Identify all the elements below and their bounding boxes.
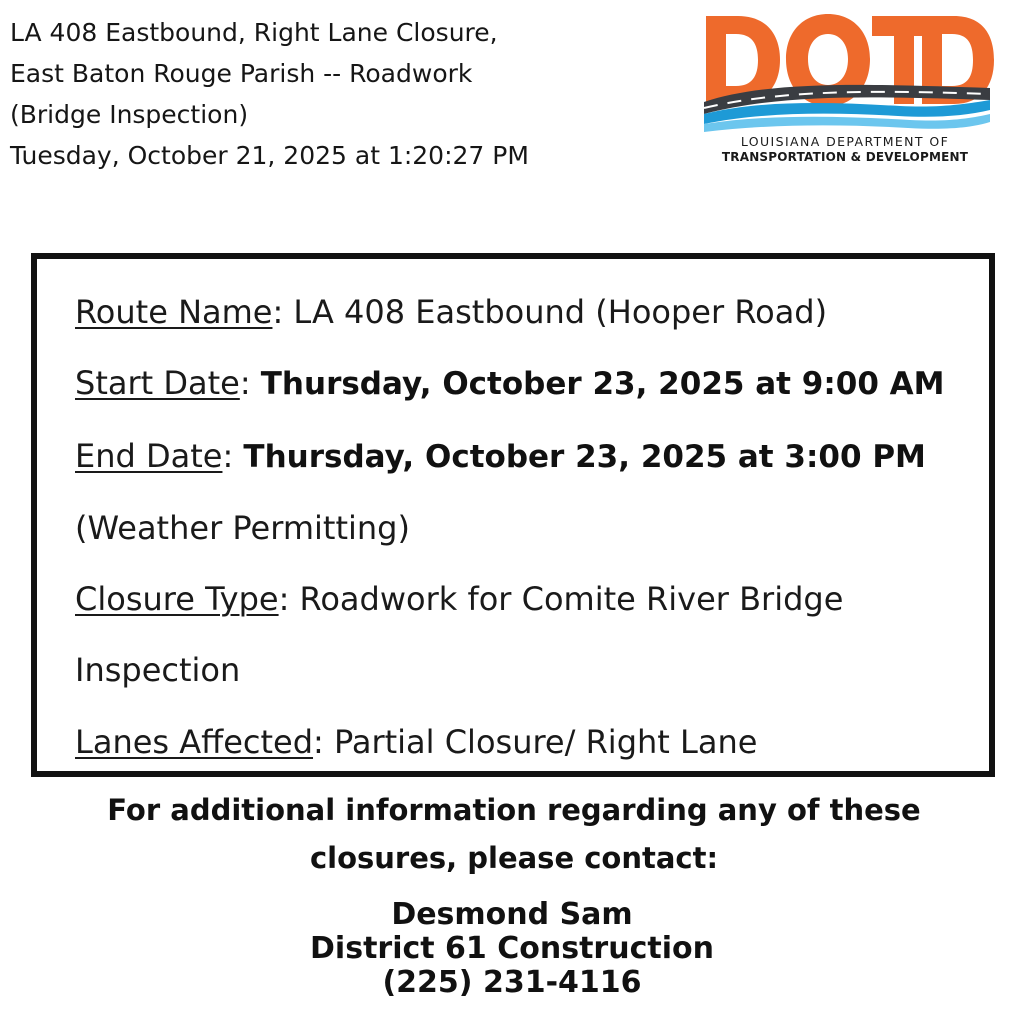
closure-type-label: Closure Type bbox=[75, 580, 279, 619]
route-name-label: Route Name bbox=[75, 293, 273, 331]
lanes-affected-label: Lanes Affected bbox=[75, 722, 314, 761]
lanes-affected-sep: : bbox=[313, 722, 334, 761]
contact-intro-line1: For additional information regarding any of these bbox=[107, 793, 921, 827]
header-line-reason: (Bridge Inspection) bbox=[10, 100, 249, 129]
end-date-label: End Date bbox=[75, 436, 223, 475]
header-line-timestamp: Tuesday, October 21, 2025 at 1:20:27 PM bbox=[10, 141, 529, 170]
start-date-sep: : bbox=[239, 364, 261, 403]
dotd-logo bbox=[700, 10, 996, 178]
logo-caption-line2: TRANSPORTATION & DEVELOPMENT bbox=[721, 150, 969, 164]
contact-name: Desmond Sam bbox=[391, 897, 633, 932]
lanes-affected-value: Partial Closure/ Right Lane bbox=[333, 722, 758, 761]
closure-details-box bbox=[31, 253, 995, 777]
dotd-logo-mark bbox=[700, 10, 996, 134]
lanes-affected-row bbox=[75, 707, 975, 778]
closure-type-value: Roadwork for Comite River Bridge bbox=[299, 580, 844, 619]
start-date-label: Start Date bbox=[75, 364, 240, 403]
logo-caption-line1: LOUISIANA DEPARTMENT OF bbox=[740, 134, 950, 149]
contact-unit: District 61 Construction bbox=[310, 931, 714, 966]
dotd-logo-caption bbox=[704, 134, 986, 164]
contact-intro bbox=[0, 786, 1024, 882]
route-name-row bbox=[75, 277, 975, 348]
header-line-parish: East Baton Rouge Parish -- Roadwork bbox=[10, 59, 473, 88]
end-date-row bbox=[75, 421, 975, 493]
notice-header bbox=[10, 12, 650, 176]
header-line-title: LA 408 Eastbound, Right Lane Closure, bbox=[10, 18, 498, 47]
end-date-sep: : bbox=[222, 436, 244, 475]
route-name-value: LA 408 Eastbound (Hooper Road) bbox=[293, 293, 828, 331]
closure-type-row bbox=[75, 564, 975, 635]
start-date-row bbox=[75, 348, 975, 420]
end-date-value: Thursday, October 23, 2025 at 3:00 PM bbox=[243, 438, 926, 475]
weather-note: (Weather Permitting) bbox=[75, 508, 410, 547]
start-date-value: Thursday, October 23, 2025 at 9:00 AM bbox=[260, 366, 945, 403]
closure-type-sep: : bbox=[278, 580, 300, 619]
contact-person bbox=[0, 898, 1024, 1000]
contact-intro-line2: closures, please contact: bbox=[309, 841, 719, 875]
route-name-sep: : bbox=[272, 293, 294, 331]
closure-type-value-cont: Inspection bbox=[75, 651, 241, 690]
contact-phone: (225) 231-4116 bbox=[382, 965, 642, 1000]
closure-details bbox=[75, 277, 975, 778]
